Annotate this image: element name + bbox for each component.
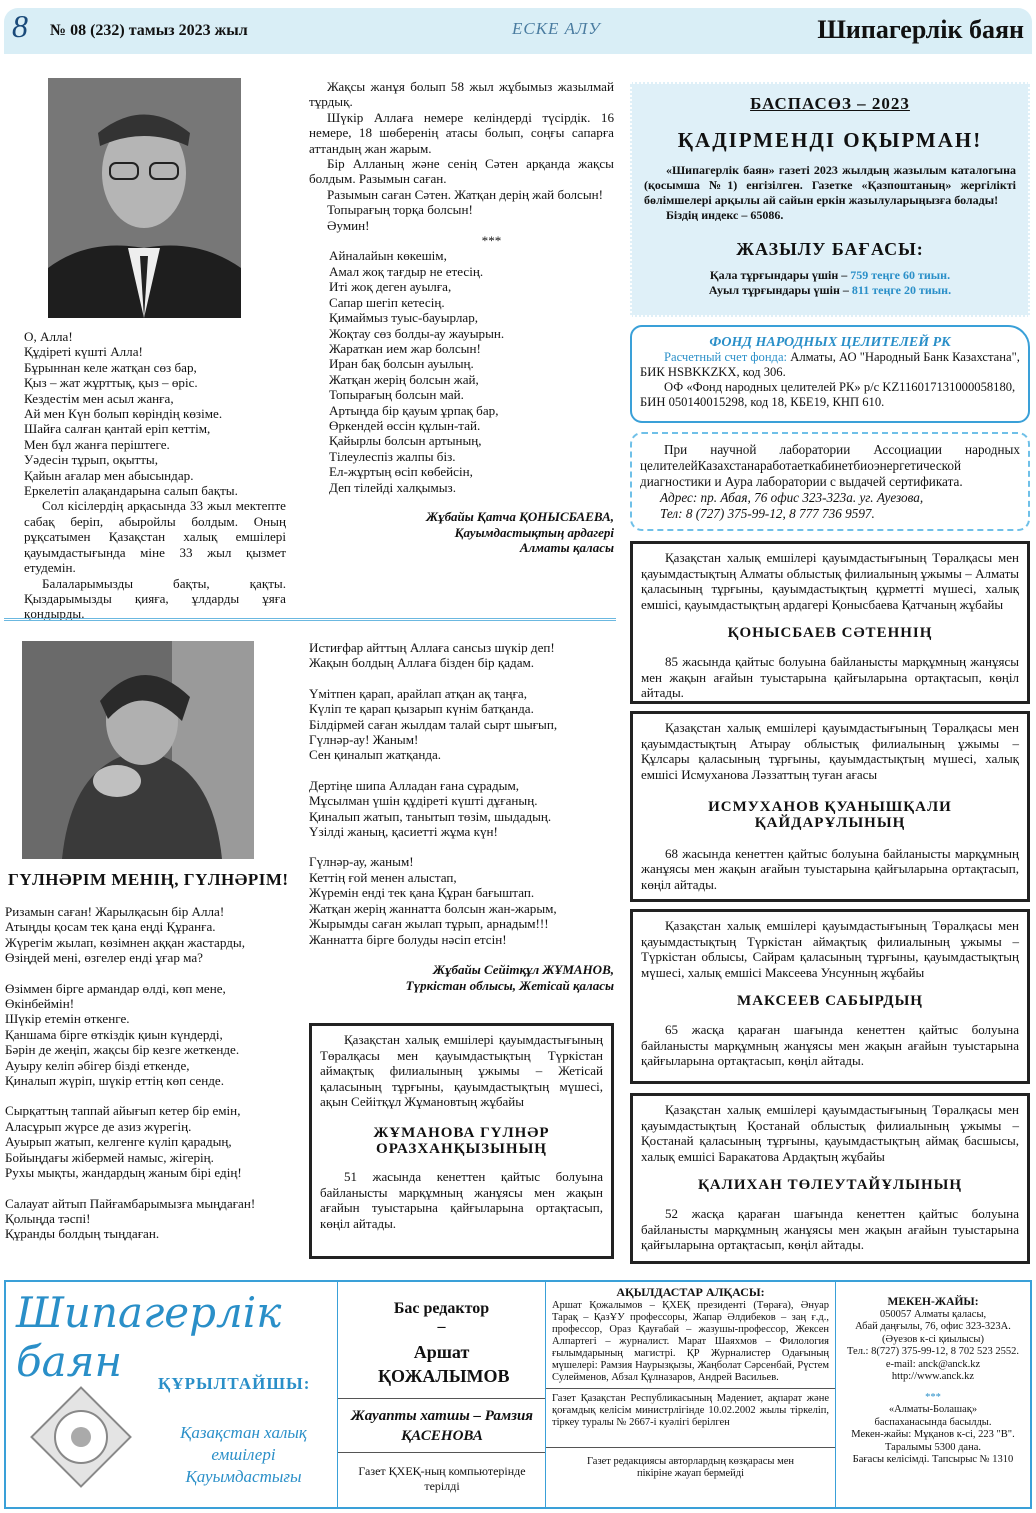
lab-text: При научной лаборатории Ассоциации народных целителейКазахстанаработаеткабинетбиоэнергетической диагностики и Аура лаборатории с выдачей сертификата. [640, 442, 1020, 489]
poem-line: Жоқтау сөз болды-ау жауырын. [329, 325, 505, 341]
poem-line: Ай мен Күн болып көріндің көзіме. [24, 406, 223, 422]
poem-line: Жатқан жерің болсын жай, [329, 371, 479, 387]
stanza [5, 904, 295, 966]
condolence-box [630, 1093, 1030, 1264]
poem-line: Истиғфар айттың Аллаға сансыз шүкір деп! [309, 640, 555, 655]
condolence-intro: Қазақстан халық емшілері қауымдастығының Төралқасы мен қауымдастықтың Атырау облыстық филиалының ұжымы – Құлсары қаласының тұрғыны, қауымдастықтың мүшесі, халық емшісі Исмуханова Ләззаттың туған ағасы [641, 720, 1019, 782]
paragraph: Топырағың торқа болсын! [327, 202, 473, 218]
portrait-photo-woman [22, 641, 254, 859]
fund-box [630, 325, 1030, 423]
condolence-intro: Қазақстан халық емшілері қауымдастығының Төралқасы мен қауымдастықтың Алматы облыстық филиалының ұжымы – Алматы қаласының тұрғыны, қауымдастықтың құрметті мүшесі, халық емшісі, қауымдастықтың ардагері Қонысбаева Қатчаның жұбайы [641, 550, 1019, 612]
city-label: Қала тұрғындары үшін – [709, 268, 848, 282]
portrait-man-illustration [48, 78, 241, 318]
footer-editors-cell [338, 1282, 546, 1507]
signature [309, 509, 614, 556]
condolence-body: 85 жасында қайтыс болуына байланысты марқұмның жанұясы мен жақын ағайын туыстарына қайғыларына ортақтасып, көңіл айтады. [641, 653, 1019, 701]
signature-line: Қауымдастықтың ардагері [454, 524, 614, 540]
council-title: АҚЫЛДАСТАР АЛҚАСЫ: [616, 1285, 765, 1299]
poem-line: Кеттің ғой менен алыстап, [309, 869, 457, 885]
poem-line: Жатқан жерің жаннатта болсын жан-жарым, [309, 900, 557, 916]
subscription-title: БАСПАСӨЗ – 2023 [750, 94, 910, 113]
subscription-text: «Шипагерлік баян» газеті 2023 жылдың жазылым каталогына (қосымша №1) енгізілген. Газетке «Қазпоштаның» жергілікті бөлімшелері арқылы ай сайын еркін жазылуларыңызға болады! [644, 163, 1016, 207]
fund-line2: ОФ «Фонд народных целителей РК» р/с KZ116017131000058180, БИН 050140015298, код 18, КБЕ19, КНП 610. [640, 380, 1016, 409]
registration-note: Газет Қазақстан Республикасының Мәдениет, ақпарат және қоғамдық келісім министрлігінде 10.02.2002 жылы тіркеліп, тіркеу туралы № 2667-і куәлігі берілген [552, 1393, 829, 1428]
stanza [5, 1103, 295, 1180]
condolence-intro: Қазақстан халық емшілері қауымдастығының Төралқасы мен қауымдастықтың Түркістан аймақтық филиалының ұжымы – Жетісай қаласының тұрғыны, қауымдастықтың мүшесі, ақын Сейітқұл Жұмановтың жұбайы [320, 1032, 603, 1110]
poem-line: Амал жоқ тағдыр не етесің. [329, 263, 484, 279]
condolence-box [630, 909, 1030, 1084]
fund-title: ФОНД НАРОДНЫХ ЦЕЛИТЕЛЕЙ РК [709, 335, 951, 350]
poem-line: Тілеулеспіз жалпы біз. [329, 448, 456, 464]
address-line: (Әуезов к-сі қиылысы) [882, 1333, 984, 1345]
stanza [5, 981, 295, 1089]
poem-line: Қиналып жүріп, шүкір еттің көп сенде. [5, 1073, 224, 1089]
poem-line: Дертіңе шипа Алладан ғана сұрадым, [309, 777, 520, 793]
poem-line: Өркендей өссін құлын-тай. [329, 417, 481, 433]
poem-line: Қаншама бірге өткіздік қиын күндерді, [5, 1026, 223, 1042]
poem-line: Қиналып жатып, танытып төзім, шыдадың. [309, 808, 552, 824]
stanza [5, 1196, 295, 1242]
poem-line: Үмітпен қарап, арайлап атқан ақ таңға, [309, 685, 527, 701]
paragraph: Жақсы жанұя болып 58 жыл жұбымыз жазылмай тұрдық. [309, 79, 614, 110]
village-price-row [632, 283, 1028, 298]
condolence-intro: Қазақстан халық емшілері қауымдастығының Төралқасы мен қауымдастықтың Қостанай облыстық филиалының ұжымы – Қостанай қаласының тұрғыны, қауымдастықтың аймақ басшысы, халық емшісі Баракатова Ардақтың жұбайы [641, 1102, 1019, 1164]
lab-phones: Тел: 8 (727) 375-99-12, 8 777 736 9597. [660, 506, 875, 521]
stanza [309, 640, 614, 671]
paragraph: Бір Алланың және сенің Сәтен арқанда жақсы болдым. Разымын саған. [309, 156, 614, 187]
address-lines [836, 1309, 1030, 1384]
poem-line: Шайға салған қантай еріп кеттім, [24, 421, 211, 437]
poem-line: Жүрегім жылап, көзімнен аққан жастарды, [5, 934, 245, 950]
poem-line: Ризамын саған! Жарылқасын бір Алла! [5, 904, 225, 919]
separator: *** [481, 233, 502, 249]
mid-bottom-poem [309, 640, 614, 993]
condolence-name: ИСМУХАНОВ ҚУАНЫШҚАЛИ ҚАЙДАРҰЛЫНЫҢ [708, 799, 952, 831]
poem-line: Жырымды саған жылап тұрып, арнадым!!! [309, 916, 549, 932]
issue-info: № 08 (232) тамыз 2023 жыл [50, 22, 248, 39]
poem-line: Атыңды қосам тек қана еңді Құранға. [5, 919, 216, 935]
typeset-note: Газет ҚХЕҚ-ның компьютерінде терілді [358, 1464, 526, 1493]
poem-line: Қайын ағалар мен абысындар. [24, 467, 194, 483]
poem-line: Иті жоқ деген ауылға, [329, 279, 452, 295]
stars: *** [925, 1391, 941, 1403]
signature [309, 962, 614, 993]
poem-line: Аласұрып жүрсе де азиз жүрегің. [5, 1118, 192, 1134]
condolence-name: МАКСЕЕВ САБЫРДЫҢ [737, 993, 923, 1010]
subscription-box [630, 82, 1030, 317]
poem-line: Үзілді жаның, қасиетті жұма күн! [309, 824, 498, 840]
condolence-name: ҚОНЫСБАЕВ СӘТЕННІҢ [727, 625, 933, 642]
condolence-name: ҚАЛИХАН ТӨЛЕУТАЙҰЛЫНЫҢ [697, 1177, 963, 1194]
printing-lines [836, 1404, 1030, 1467]
poem-line: Сапар шегіп кетесің. [329, 294, 445, 310]
condolence-name: ЖҰМАНОВА ГҮЛНӘР ОРАЗХАНҚЫЗЫНЫҢ [373, 1124, 550, 1157]
stanza [309, 854, 614, 946]
disclaimer: Газет редакциясы авторлардың көзқарасы мен пікіріне жауап бермейді [586, 1456, 795, 1479]
masthead: Шипагерлік баян [817, 15, 1024, 44]
secretary: Жауапты хатшы – Рамзия ҚАСЕНОВА [350, 1408, 534, 1444]
poem-line: Гүлнәр-ау, жаным! [309, 854, 414, 870]
account-label: Расчетный счет фонда: [664, 350, 788, 364]
subscription-index: Біздің индекс – 65086. [666, 208, 784, 222]
condolence-body: 68 жасында кенеттен қайтыс болуына байланысты марқұмның жанұясы мен жақын ағайын туыстарына қайғыларына ортақтасып, көңіл айтады. [641, 845, 1019, 892]
council-members: Аршат Қожалымов – ҚХЕҚ президенті (Төраға), Әнуар Тарақ – ҚазҰУ профессоры, Жапар Әлдибеков – заң ғ.д., профессор, Ораз Қауғабай – жазушы-профессор, Жексен Алпартегі – журналист. Марат Шаяхмов – Филология ғылымдарының магистрі. ҚР Журналистер Одағының мүшелері: Рамзия Наурызқызы, Жаңболат Сәрсенбай, Рүстем Сулейменов, Абзал Құлназаров, Андрей Васильев. [552, 1300, 829, 1383]
printing-line: «Алматы-Болашақ» [888, 1404, 978, 1415]
printing-line: Мекен-жайы: Мұқанов к-сі, 223 "В". [851, 1429, 1015, 1440]
address-title: МЕКЕН-ЖАЙЫ: [887, 1296, 979, 1308]
poem-line: Ауыру келіп әбігер бізді еткенде, [5, 1057, 190, 1073]
poem-line: Бәрін де жеңіп, жақсы бір кезге жеткенде. [5, 1042, 240, 1058]
signature-line: Алматы қаласы [519, 540, 614, 556]
portrait-woman-illustration [22, 641, 254, 859]
poem-line: Жараткан ием жар болсын! [329, 340, 481, 356]
poem-stanzas [5, 904, 295, 1257]
section-title: ЕСКЕ АЛУ [512, 19, 601, 38]
footer [4, 1280, 1032, 1509]
poem-line: Шүкір етемін өткенге. [5, 1011, 130, 1027]
address-line: http://www.anck.kz [891, 1371, 975, 1382]
footer-council-cell [546, 1282, 836, 1507]
poem-line: Мұсылман үшін құдіреті күшті дұғаның. [309, 793, 538, 809]
paragraph: Разымын саған Сәтен. Жатқан дерің жай болсын! [327, 186, 603, 202]
footer-logo: Шипагерлік баян [16, 1288, 282, 1386]
poem-line: Деп тілейді халқымыз. [329, 479, 456, 495]
poem-line: Құранды болдың тыңдаған. [5, 1226, 160, 1242]
printing-line: Таралымы 5300 дана. [885, 1441, 981, 1453]
poem-line: Сырқаттың таппай айығып кетер бір емін, [5, 1103, 241, 1119]
founder: Қазақстан халық емшілері Қауымдастығы [180, 1423, 307, 1486]
mid-top-article [309, 79, 614, 556]
page-header [4, 8, 1032, 54]
poem-line: Күліп те қарап қызарып күнім батқанда. [309, 701, 534, 717]
poem-line: Уәдесін тұрып, оқытты, [24, 452, 159, 468]
section-divider [4, 618, 616, 621]
poem-line: Салауат айтып Пайғамбарымызға мыңдаған! [5, 1195, 256, 1211]
poem-line: Мен бұл жанға періштеге. [24, 436, 170, 452]
poem-line: Топырағың болсын май. [329, 387, 464, 403]
signature-line: Жұбайы Қатча ҚОНЫСБАЕВА, [426, 508, 614, 524]
fund-line1: Алматы, АО "Народный Банк Казахстана", БИК HSBKKZKX, код 306. [640, 350, 1020, 379]
village-price: 811 теңге 20 тиын. [851, 283, 952, 297]
footer-logo-cell [6, 1282, 338, 1507]
poem-line: Өзіңдей мені, өзгелер енді ұғар ма? [5, 950, 203, 966]
poem-line: Сен қиналып жатқанда. [309, 747, 442, 763]
poem-line: Рухы мықты, жандардың жаным бірі едің! [5, 1165, 242, 1181]
poem-line: Жаннатта бірге болуды нәсіп етсін! [309, 931, 507, 947]
portrait-photo-man [48, 78, 241, 318]
signature-line: Жұбайы Сейітқұл ЖҰМАНОВ, [433, 961, 614, 977]
poem-line: Жүремін енді тек қана Құран бағыштап. [309, 885, 535, 901]
poem-line: Айналайын көкешім, [329, 248, 447, 264]
paragraph: Балаларымызды бақты, қақты. Қыздарымызды қияға, ұлдарды ұяға қондырды. [24, 575, 286, 622]
printing-line: Бағасы келісімді. Тапсырыс № 1310 [852, 1454, 1014, 1465]
poem-line: Қыз – жат жұрттық, қыз – өріс. [24, 375, 198, 391]
address-line: Абай даңғылы, 76, офис 323-323А. [855, 1321, 1011, 1332]
poem-line: Иран бақ болсын ауылың. [329, 356, 474, 372]
paragraphs [309, 79, 614, 233]
condolence-body: 51 жасында кенеттен қайтыс болуына байланысты марқұмның жанұясы мен жақын ағайын туыстарына қайғыларына ортақтасып, көңіл айтады. [320, 1169, 603, 1231]
poem-line: Жақын болдың Аллаға бізден бір қадам. [309, 655, 535, 671]
poem-line: Артыңда бір қауым ұрпақ бар, [329, 402, 499, 418]
signature-line: Түркістан облысы, Жетісай қаласы [405, 977, 614, 993]
poem-line: Бойыңдағы жібермей намыс, жігерің. [5, 1149, 214, 1165]
condolence-body: 52 жасқа қараған шағында кенеттен қайтыс болуына байланысты марқұмның жанұясы мен жақын ағайын туыстарына қайғыларына ортақтасып, көңіл айтады. [641, 1205, 1019, 1253]
poem-line: Өкінбеймін! [5, 996, 75, 1012]
poem-lines [24, 329, 286, 498]
stanza [309, 686, 614, 763]
city-price: 759 теңге 60 тиын. [850, 268, 951, 282]
village-label: Ауыл тұрғындары үшін – [708, 283, 849, 297]
condolence-box [630, 711, 1030, 902]
paragraph: Әумин! [327, 217, 370, 233]
poem-line: Өзіммен бірге армандар өлді, көп мене, [5, 980, 226, 996]
paragraph: Шүкір Аллаға немере келіндерді түсірдік. 16 немере, 18 шөберенің атасы болып, соңғы сапарға аттандың жан жарым. [309, 109, 614, 156]
poem-lines [329, 248, 614, 495]
paragraph: Сол кісілердің арқасында 33 жыл мектепте сабақ беріп, абыройлы болдым. Оның рұқсатымен Қазақстан халық емшілері қауымдастығында міне 33 жыл қызмет етудемін. [24, 498, 286, 576]
poem-line: Еркелетіп алақандарына салып бақты. [24, 483, 238, 499]
poem-line: Гүлнәр-ау! Жаным! [309, 732, 419, 748]
chief-name: Аршат ҚОЖАЛЫМОВ [378, 1342, 510, 1386]
address-line: Тел.: 8(727) 375-99-12, 8 702 523 2552. [847, 1346, 1019, 1357]
printing-line: баспаханасында басылды. [874, 1416, 992, 1428]
left-top-article [24, 329, 286, 622]
poem-line: Қимаймыз туыс-бауырлар, [329, 310, 479, 326]
lab-address: Адрес: пр. Абая, 76 офис 323-323а. уг. Ауезова, [660, 490, 924, 505]
founder-label: ҚҰРЫЛТАЙШЫ: [158, 1374, 311, 1393]
page-number: 8 [12, 8, 28, 44]
greeting: ҚАДІРМЕНДІ ОҚЫРМАН! [677, 128, 983, 152]
city-price-row [632, 268, 1028, 283]
chief-dash: – [437, 1318, 446, 1335]
poem-title: ГҮЛНӘРІМ МЕНІҢ, ГҮЛНӘРІМ! [8, 870, 289, 889]
poem-line: О, Алла! [24, 329, 73, 344]
address-line: 050057 Алматы қаласы, [879, 1308, 987, 1320]
address-line: e-mail: anck@anck.kz [885, 1358, 981, 1370]
condolence-intro: Қазақстан халық емшілері қауымдастығының Төралқасы мен қауымдастықтың Түркістан аймақтық филиалының ұжымы – Түркістан облысы, Сайрам қаласының тұрғыны, қауымдастықтың мүшесі, халық емшісі Максеева Унсунның жұбайы [641, 918, 1019, 980]
poem-line: Ел-жұртың өсіп көбейсін, [329, 464, 473, 480]
poem-line: Ауырып жатып, келгенге күліп қарадың, [5, 1134, 232, 1150]
poem-line: Қолыңда тәспі! [5, 1210, 91, 1226]
condolence-body: 65 жасқа қараған шағында кенеттен қайтыс болуына байланысты марқұмның жанұясы мен жақын ағайын туыстарына қайғыларына ортақтасып, көңіл айтады. [641, 1021, 1019, 1069]
stanza [309, 778, 614, 840]
poem-line: Білдірмей саған жылдам талай сырт шығып, [309, 716, 558, 732]
emblem-icon [22, 1378, 140, 1496]
price-title: ЖАЗЫЛУ БАҒАСЫ: [736, 239, 924, 259]
chief-label: Бас редактор [393, 1300, 490, 1317]
poem-line: Қайырлы болсын артының, [329, 433, 482, 449]
poem-stanzas [309, 640, 614, 947]
footer-address-cell [836, 1282, 1030, 1507]
condolence-box [630, 541, 1030, 704]
poem-line: Құдіреті күшті Алла! [24, 344, 143, 360]
poem-line: Кездестім мен асыл жанға, [24, 390, 174, 406]
lab-box [630, 432, 1030, 531]
poem-line: Бұрыннан келе жатқан сөз бар, [24, 359, 197, 375]
condolence-box [309, 1023, 614, 1259]
